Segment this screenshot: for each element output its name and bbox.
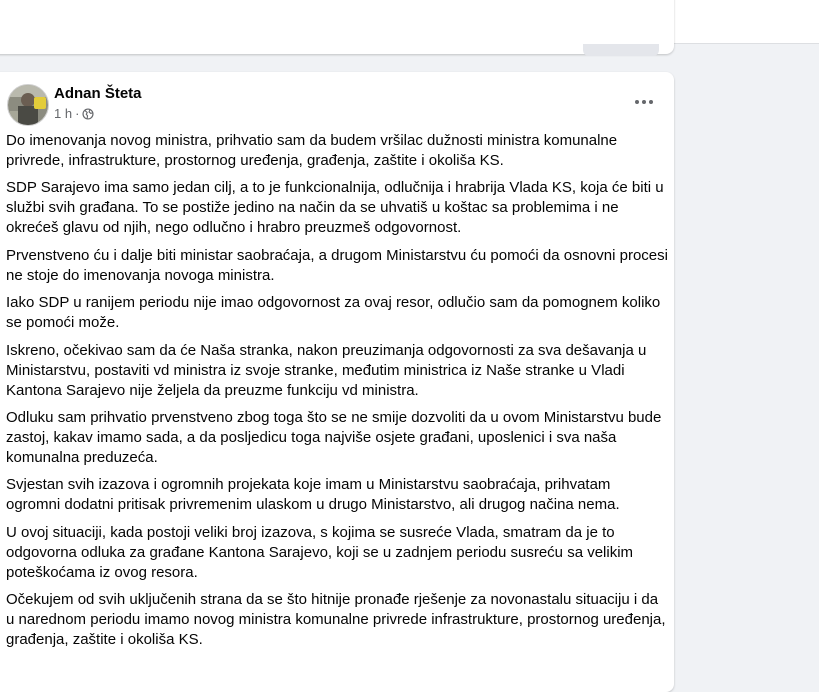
post-paragraph: U ovoj situaciji, kada postoji veliki broj izazova, s kojima se susreće Vlada, smatram da je to odgovorna odluka za građane Kantona Sarajevo, koji se u zadnjem periodu susreću sa velikim poteškoćama iz ovog resora.	[6, 523, 634, 581]
previous-post-action-button[interactable]	[583, 44, 659, 56]
avatar[interactable]	[7, 84, 49, 126]
post-author-name[interactable]: Adnan Šteta	[54, 85, 142, 102]
post-paragraph: Prvenstveno ću i dalje biti ministar saobraćaja, a drugom Ministarstvu ću pomoći da osnovni procesi ne stoje do imenovanja novoga ministra.	[6, 246, 668, 284]
post-paragraph: Odluku sam prihvatio prvenstveno zbog toga što se ne smije dozvoliti da u ovom Ministarstvu bude zastoj, kakav imamo sada, a da posljedicu toga najviše osjete građani, uposlenici i sva naša komunalna preduzeća.	[6, 408, 662, 466]
avatar-image	[8, 85, 48, 125]
post-options-button[interactable]	[626, 86, 662, 118]
post-text	[6, 131, 668, 658]
meta-separator: ·	[75, 106, 80, 121]
post-paragraph: SDP Sarajevo ima samo jedan cilj, a to je funkcionalnija, odlučnija i hrabrija Vlada KS, koja će biti u službi svih građana. To se postiže jedino na način da se uhvatiš u koštac sa problemima i ne okrećeš glavu od njih, nego odlučno i hrabro preuzmeš odgovornost.	[6, 179, 664, 237]
post-paragraph: Očekujem od svih uključenih strana da se što hitnije pronađe rješenje za novonastalu situaciju i da u narednom periodu imamo novog ministra komunalne privrede infrastrukture, prostornog uređenja, građenja, zaštite i okoliša KS.	[6, 591, 666, 649]
post-paragraph: Iako SDP u ranijem periodu nije imao odgovornost za ovaj resor, odlučio sam da pomognem koliko se pomoći može.	[6, 294, 661, 332]
post-meta	[54, 106, 94, 121]
post-timestamp[interactable]: 1 h	[54, 106, 73, 121]
post-paragraph: Iskreno, očekivao sam da će Naša stranka, nakon preuzimanja odgovornosti za sva dešavanja u Ministarstvu, postaviti vd ministra iz svoje stranke, međutim ministrica iz Naše stranke u Vladi Kantona Sarajevo nije željela da preuzme funkciju vd ministra.	[6, 341, 647, 399]
post-paragraph: Svjestan svih izazova i ogromnih projekata koje imam u Ministarstvu saobraćaja, prihvatam ogromni dodatni pritisak privremenim ulaskom u drugo Ministarstvo, ali drugog načina nema.	[6, 476, 620, 514]
post-paragraph: Do imenovanja novog ministra, prihvatio sam da budem vršilac dužnosti ministra komunalne privrede, infrastrukture, prostornog uređenja, građenja, zaštite i okoliša KS.	[6, 132, 618, 169]
previous-post-card	[0, 0, 674, 54]
globe-icon	[82, 108, 94, 120]
more-horizontal-icon	[635, 100, 653, 104]
